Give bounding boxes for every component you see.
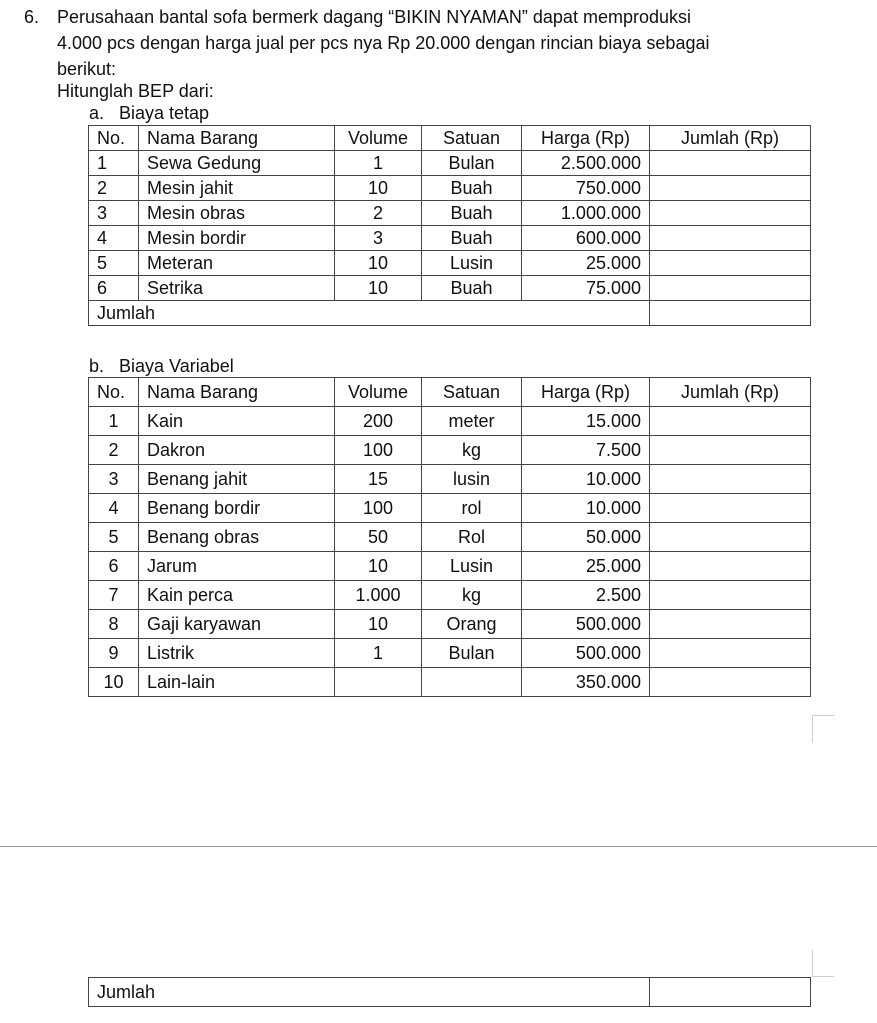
cell-no: 8 [89, 610, 139, 639]
cell-price: 2.500 [522, 581, 650, 610]
header-volume: Volume [335, 378, 422, 407]
cell-price: 1.000.000 [522, 201, 650, 226]
cell-unit: Lusin [422, 552, 522, 581]
cell-total [650, 668, 811, 697]
cell-unit: rol [422, 494, 522, 523]
cell-no: 10 [89, 668, 139, 697]
cell-no: 5 [89, 523, 139, 552]
header-no: No. [89, 126, 139, 151]
variable-cost-title-text: Biaya Variabel [119, 356, 234, 376]
cell-total [650, 436, 811, 465]
cell-unit: Bulan [422, 639, 522, 668]
cell-unit: Buah [422, 201, 522, 226]
fixed-cost-table [88, 125, 811, 326]
fixed-cost-header-row [89, 126, 811, 151]
cell-name: Dakron [139, 436, 335, 465]
margin-corner-bottom-h [812, 976, 834, 977]
cell-unit: Buah [422, 176, 522, 201]
cell-price: 500.000 [522, 610, 650, 639]
header-price: Harga (Rp) [522, 126, 650, 151]
cell-no: 2 [89, 176, 139, 201]
cell-total [650, 226, 811, 251]
cell-price: 25.000 [522, 552, 650, 581]
table-row [89, 407, 811, 436]
cell-price: 50.000 [522, 523, 650, 552]
cell-name: Lain-lain [139, 668, 335, 697]
header-price: Harga (Rp) [522, 378, 650, 407]
cell-no: 7 [89, 581, 139, 610]
cell-price: 75.000 [522, 276, 650, 301]
cell-total [650, 151, 811, 176]
cell-name: Sewa Gedung [139, 151, 335, 176]
cell-volume: 1.000 [335, 581, 422, 610]
fixed-cost-title [89, 102, 209, 124]
instruction: Hitunglah BEP dari: [57, 81, 214, 101]
table-row [89, 668, 811, 697]
header-unit: Satuan [422, 126, 522, 151]
margin-corner-top-h [812, 715, 834, 716]
cell-volume: 1 [335, 639, 422, 668]
cell-volume [335, 668, 422, 697]
cell-unit: lusin [422, 465, 522, 494]
cell-unit: Orang [422, 610, 522, 639]
cell-price: 7.500 [522, 436, 650, 465]
cell-volume: 10 [335, 552, 422, 581]
variable-cost-title [89, 355, 234, 377]
question-number: 6. [24, 7, 40, 27]
cell-name: Kain perca [139, 581, 335, 610]
table-row [89, 176, 811, 201]
cell-unit: kg [422, 581, 522, 610]
question-line-2: 4.000 pcs dengan harga jual per pcs nya Rp 20.000 dengan rincian biaya sebagai [57, 33, 710, 53]
cell-no: 3 [89, 201, 139, 226]
cell-total [650, 494, 811, 523]
header-no: No. [89, 378, 139, 407]
cell-total [650, 201, 811, 226]
cell-name: Benang obras [139, 523, 335, 552]
cell-no: 2 [89, 436, 139, 465]
variable-cost-total-value [650, 978, 811, 1007]
cell-price: 25.000 [522, 251, 650, 276]
fixed-cost-total-row [89, 301, 811, 326]
header-volume: Volume [335, 126, 422, 151]
cell-volume: 2 [335, 201, 422, 226]
cell-price: 350.000 [522, 668, 650, 697]
cell-no: 6 [89, 276, 139, 301]
cell-name: Setrika [139, 276, 335, 301]
cell-volume: 100 [335, 494, 422, 523]
cell-name: Kain [139, 407, 335, 436]
cell-no: 4 [89, 494, 139, 523]
cell-total [650, 176, 811, 201]
cell-no: 3 [89, 465, 139, 494]
variable-cost-header-row [89, 378, 811, 407]
fixed-cost-title-text: Biaya tetap [119, 103, 210, 123]
cell-price: 600.000 [522, 226, 650, 251]
table-row [89, 523, 811, 552]
table-row [89, 639, 811, 668]
fixed-cost-total-value [650, 301, 811, 326]
cell-unit: Lusin [422, 251, 522, 276]
cell-unit: Buah [422, 226, 522, 251]
cell-price: 500.000 [522, 639, 650, 668]
cell-no: 5 [89, 251, 139, 276]
cell-name: Listrik [139, 639, 335, 668]
table-row [89, 552, 811, 581]
cell-unit: meter [422, 407, 522, 436]
cell-volume: 10 [335, 610, 422, 639]
table-row [89, 494, 811, 523]
table-row [89, 251, 811, 276]
variable-cost-letter: b. [89, 356, 105, 376]
cell-name: Mesin jahit [139, 176, 335, 201]
cell-name: Mesin obras [139, 201, 335, 226]
cell-total [650, 581, 811, 610]
header-name: Nama Barang [139, 126, 335, 151]
cell-price: 10.000 [522, 465, 650, 494]
cell-price: 2.500.000 [522, 151, 650, 176]
cell-total [650, 523, 811, 552]
cell-volume: 10 [335, 251, 422, 276]
table-row [89, 276, 811, 301]
cell-name: Benang jahit [139, 465, 335, 494]
cell-total [650, 465, 811, 494]
cell-volume: 15 [335, 465, 422, 494]
table-row [89, 151, 811, 176]
question-line-1: Perusahaan bantal sofa bermerk dagang “BIKIN NYAMAN” dapat memproduksi [57, 7, 691, 27]
question-line-3: berikut: [57, 59, 117, 79]
cell-price: 750.000 [522, 176, 650, 201]
cell-unit: Buah [422, 276, 522, 301]
header-total: Jumlah (Rp) [650, 378, 811, 407]
cell-name: Meteran [139, 251, 335, 276]
fixed-cost-total-label: Jumlah [89, 301, 650, 326]
variable-cost-table [88, 377, 811, 697]
margin-corner-bottom-v [812, 950, 813, 976]
variable-cost-total-table [88, 977, 811, 1007]
variable-cost-total-label: Jumlah [89, 978, 650, 1007]
cell-name: Jarum [139, 552, 335, 581]
cell-total [650, 639, 811, 668]
cell-volume: 3 [335, 226, 422, 251]
cell-volume: 10 [335, 276, 422, 301]
page-break-line [0, 846, 877, 847]
cell-total [650, 407, 811, 436]
question-text [57, 4, 857, 82]
cell-name: Gaji karyawan [139, 610, 335, 639]
cell-volume: 1 [335, 151, 422, 176]
cell-unit: Rol [422, 523, 522, 552]
cell-unit: Bulan [422, 151, 522, 176]
header-unit: Satuan [422, 378, 522, 407]
variable-cost-total-row [89, 978, 811, 1007]
table-row [89, 436, 811, 465]
cell-volume: 50 [335, 523, 422, 552]
cell-volume: 100 [335, 436, 422, 465]
margin-corner-top-v [812, 715, 813, 743]
cell-no: 1 [89, 407, 139, 436]
header-name: Nama Barang [139, 378, 335, 407]
table-row [89, 201, 811, 226]
cell-price: 10.000 [522, 494, 650, 523]
cell-unit [422, 668, 522, 697]
cell-unit: kg [422, 436, 522, 465]
cell-name: Benang bordir [139, 494, 335, 523]
cell-no: 4 [89, 226, 139, 251]
table-row [89, 465, 811, 494]
cell-no: 1 [89, 151, 139, 176]
cell-total [650, 610, 811, 639]
cell-volume: 200 [335, 407, 422, 436]
cell-price: 15.000 [522, 407, 650, 436]
cell-name: Mesin bordir [139, 226, 335, 251]
cell-no: 6 [89, 552, 139, 581]
cell-no: 9 [89, 639, 139, 668]
table-row [89, 226, 811, 251]
cell-volume: 10 [335, 176, 422, 201]
cell-total [650, 251, 811, 276]
table-row [89, 610, 811, 639]
table-row [89, 581, 811, 610]
fixed-cost-letter: a. [89, 103, 105, 123]
header-total: Jumlah (Rp) [650, 126, 811, 151]
cell-total [650, 276, 811, 301]
cell-total [650, 552, 811, 581]
